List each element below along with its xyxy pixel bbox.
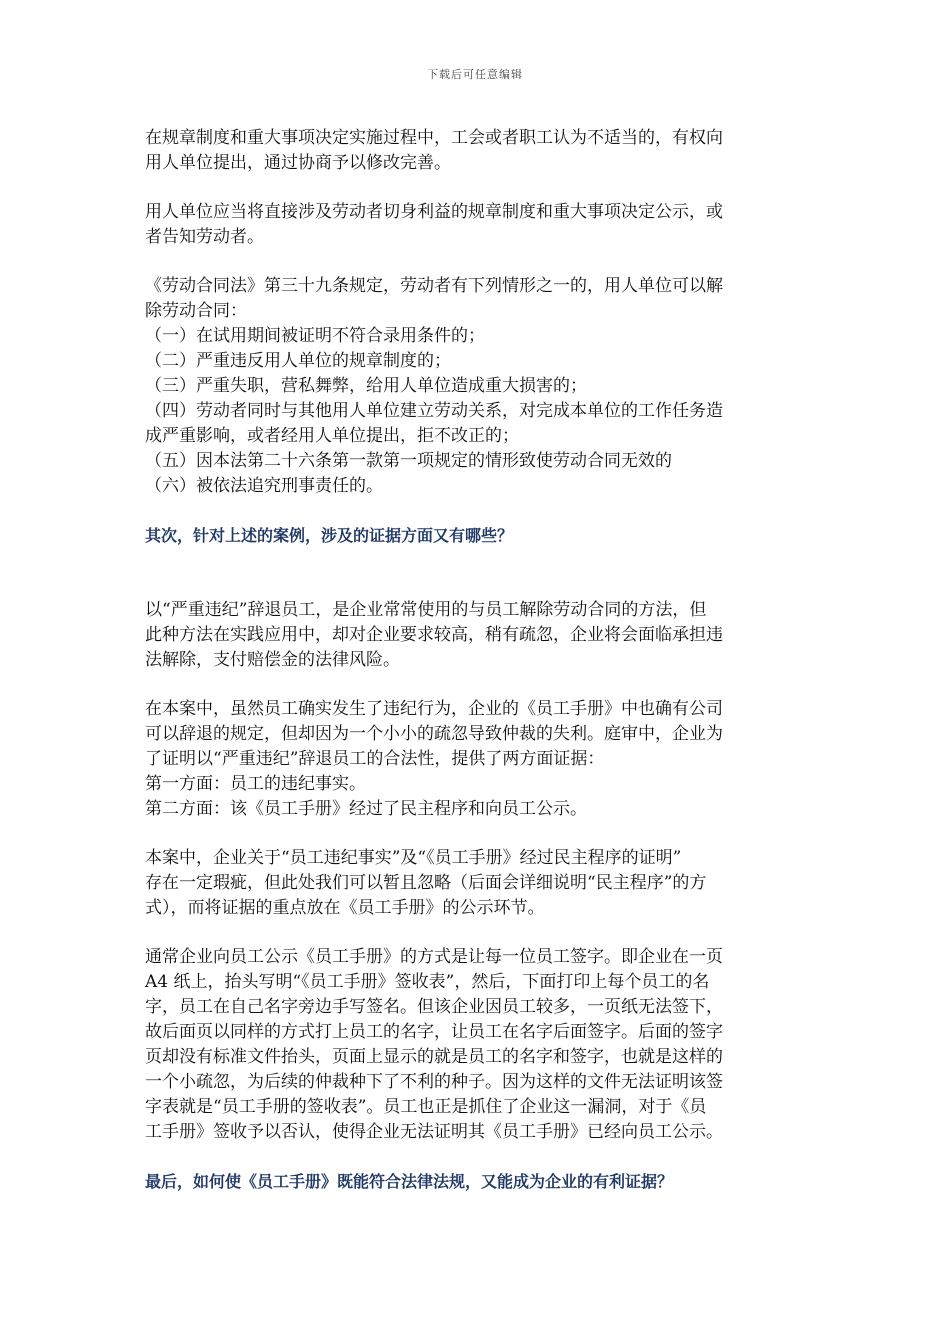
text-line: 工手册》签收予以否认，使得企业无法证明其《员工手册》已经向员工公示。 [145,1122,723,1142]
paragraph-serious-violation [145,598,810,673]
text-line: 此种方法在实践应用中，却对企业要求较高，稍有疏忽，企业将会面临承担违 [145,625,723,645]
section-heading-evidence: 其次，针对上述的案例，涉及的证据方面又有哪些？ [145,526,514,545]
text-line: （四）劳动者同时与其他用人单位建立劳动关系，对完成本单位的工作任务造 [145,401,723,421]
paragraph-rules-revision [145,126,810,176]
section-heading-conclusion: 最后，如何使《员工手册》既能符合法律法规，又能成为企业的有利证据？ [145,1172,674,1191]
text-line: 在本案中，虽然员工确实发生了违纪行为，企业的《员工手册》中也确有公司 [145,699,723,719]
text-line: 第一方面：员工的违纪事实。 [145,774,366,794]
text-line: 通常企业向员工公示《员工手册》的方式是让每一位员工签字。即企业在一页 [145,947,723,967]
text-line: 了证明以“严重违纪”辞退员工的合法性，提供了两方面证据： [145,749,605,769]
text-line: （一）在试用期间被证明不符合录用条件的； [145,326,485,346]
page-header: 下载后可任意编辑 [427,68,523,81]
paragraph-flaws [145,846,810,921]
paragraph-article-39 [145,274,810,499]
text-line: 式），而将证据的重点放在《员工手册》的公示环节。 [145,898,545,918]
text-line: 故后面页以同样的方式打上员工的名字，让员工在名字后面签字。后面的签字 [145,1022,723,1042]
paragraph-signature-sheet [145,945,810,1145]
text-line: 字，员工在自己名字旁边手写签名。但该企业因员工较多，一页纸无法签下， [145,997,723,1017]
text-line: 在规章制度和重大事项决定实施过程中，工会或者职工认为不适当的，有权向 [145,128,723,148]
paragraph-case-evidence [145,697,810,822]
text-line: 法解除，支付赔偿金的法律风险。 [145,650,400,670]
text-line: 存在一定瑕疵，但此处我们可以暂且忽略（后面会详细说明“民主程序”的方 [145,873,707,893]
text-line: 第二方面：该《员工手册》经过了民主程序和向员工公示。 [145,799,587,819]
text-line: A4 纸上，抬头写明“《员工手册》签收表”，然后，下面打印上每个员工的名 [145,972,710,992]
text-line: 《劳动合同法》第三十九条规定，劳动者有下列情形之一的，用人单位可以解 [145,276,723,296]
text-line: 除劳动合同： [145,301,247,321]
paragraph-publicity [145,200,810,250]
text-line: （三）严重失职，营私舞弊，给用人单位造成重大损害的； [145,376,587,396]
text-line: （五）因本法第二十六条第一款第一项规定的情形致使劳动合同无效的 [145,451,672,471]
text-line: 字表就是“员工手册的签收表”。员工也正是抓住了企业这一漏洞，对于《员 [145,1097,707,1117]
text-line: （二）严重违反用人单位的规章制度的； [145,351,451,371]
text-line: 以“严重违纪”辞退员工，是企业常常使用的与员工解除劳动合同的方法，但 [145,600,707,620]
text-line: 用人单位应当将直接涉及劳动者切身利益的规章制度和重大事项决定公示，或 [145,202,723,222]
document-body [145,126,810,1218]
text-line: 本案中，企业关于“员工违纪事实”及“《员工手册》经过民主程序的证明” [145,848,682,868]
text-line: （六）被依法追究刑事责任的。 [145,476,383,496]
text-line: 用人单位提出，通过协商予以修改完善。 [145,153,451,173]
text-line: 者告知劳动者。 [145,227,264,247]
text-line: 成严重影响，或者经用人单位提出，拒不改正的； [145,426,519,446]
text-line: 页却没有标准文件抬头，页面上显示的就是员工的名字和签字，也就是这样的 [145,1047,723,1067]
text-line: 一个小疏忽，为后续的仲裁种下了不利的种子。因为这样的文件无法证明该签 [145,1072,723,1092]
text-line: 可以辞退的规定，但却因为一个小小的疏忽导致仲裁的失利。庭审中，企业为 [145,724,723,744]
